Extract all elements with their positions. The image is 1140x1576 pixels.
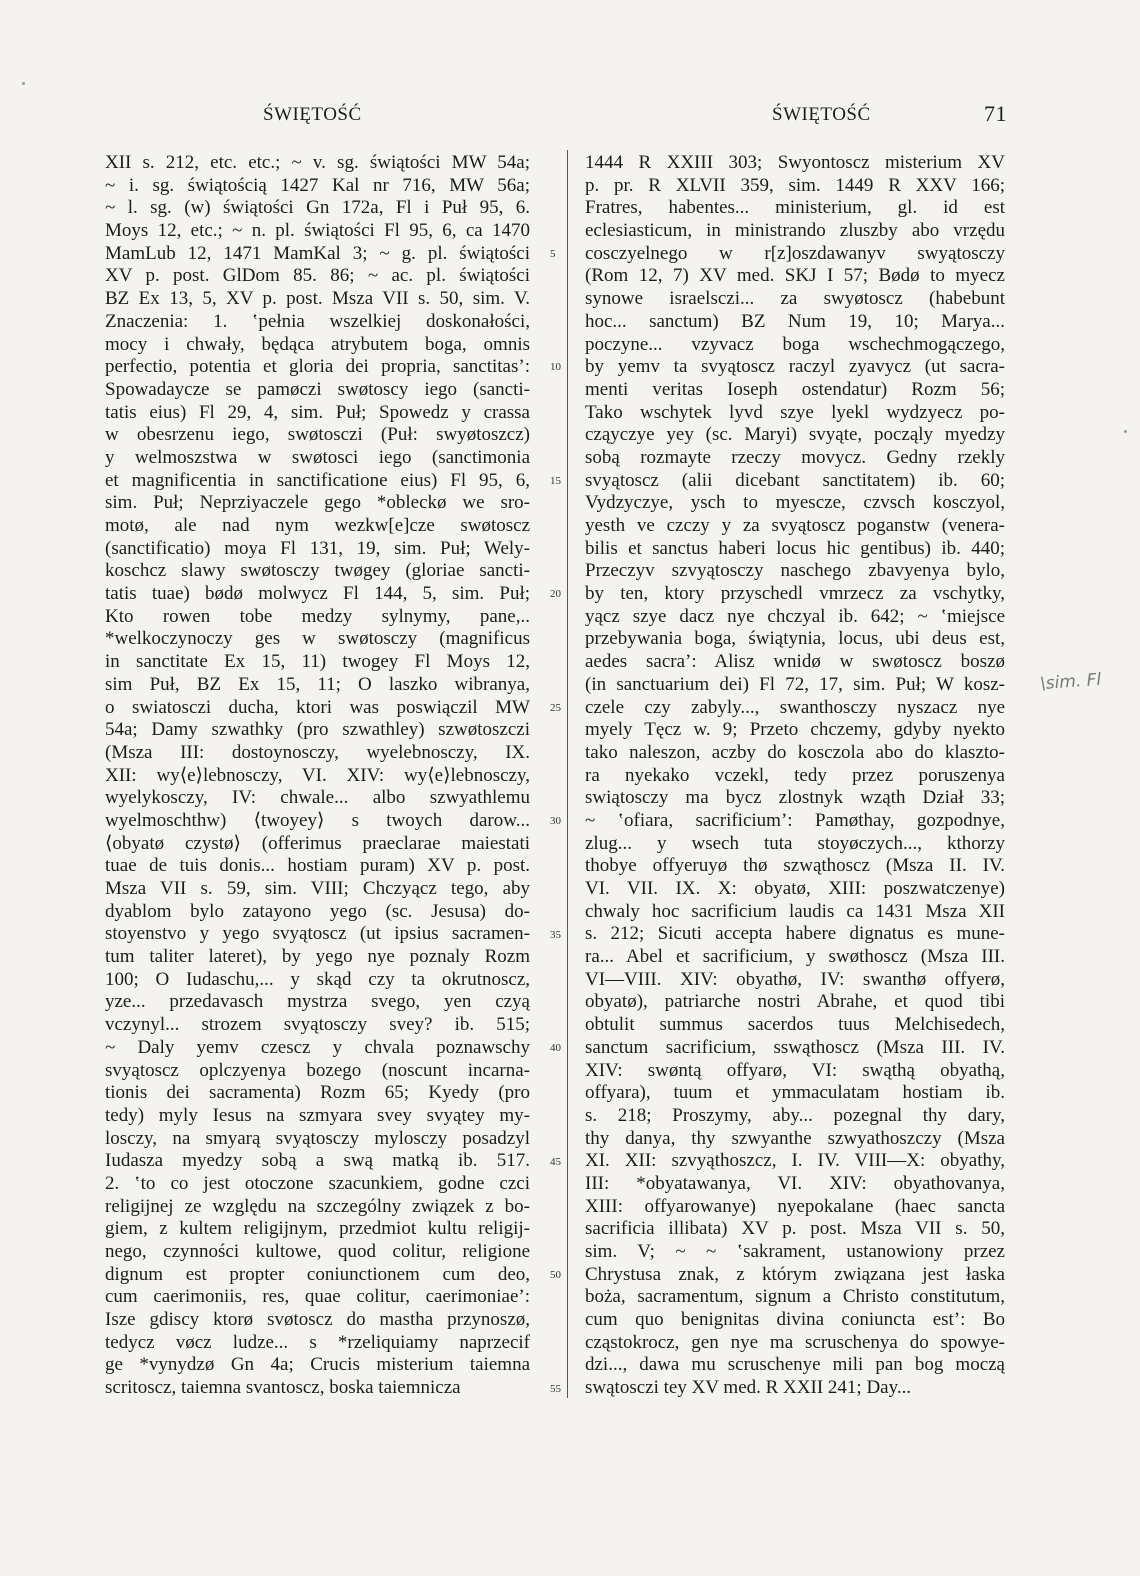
text-line: motø, ale nad nym wezkw[e]cze swøtoscz <box>105 515 530 536</box>
page-number: 71 <box>984 101 1007 126</box>
text-line: sim. V; ~ ~ ʽsakrament, ustanowiony przez <box>585 1241 1005 1262</box>
text-line: Vydzyczye, ysch to myescze, czvsch kosczyol, <box>585 492 1005 514</box>
text-line: dyablom bylo zatayono yego (sc. Jesusa) do- <box>105 900 530 922</box>
line-number: 50 <box>550 1269 561 1282</box>
text-line: cząstokrocz, gen nye ma scruschenya do spowye- <box>585 1331 1005 1353</box>
text-line: cosczyelnego w r[z]oszdawanyv swyątosczy <box>585 242 1005 264</box>
text-line: 54a; Damy szwathky (pro szwathley) szwøtoszczi <box>105 719 530 741</box>
text-line: by yemv ta svyątoscz raczyl zyavycz (ut sacra- <box>585 356 1005 378</box>
text-line: XII s. 212, etc. etc.; ~ v. sg. świątości MW 54a; <box>105 152 530 173</box>
text-line: (in sanctuarium dei) Fl 72, 17, sim. Puł; W kosz- <box>585 673 1005 695</box>
text-line: XIV: swøntą offyarø, VI: swąthą obyathą, <box>585 1059 1005 1081</box>
text-line: hoc... sanctum) BZ Num 19, 10; Marya... <box>585 310 1005 332</box>
text-line: chwaly hoc sacrificium laudis ca 1431 Msza XII <box>585 900 1005 922</box>
text-line: Iudasza myedzy sobą a swą matką ib. 517. <box>105 1150 530 1172</box>
line-number: 10 <box>550 361 561 374</box>
text-line: tionis dei sacramenta) Rozm 65; Kyedy (pro <box>105 1082 530 1104</box>
text-line: p. pr. R XLVII 359, sim. 1449 R XXV 166; <box>585 174 1005 196</box>
text-line: yesth ve czczy y za svyątoscz poganstw (venera- <box>585 515 1005 536</box>
text-line: tedycz vøcz ludze... s *rzeliquiamy naprzecif <box>105 1331 530 1353</box>
line-number: 30 <box>550 815 561 828</box>
text-line: religijnej ze względu na szczególny związek z bo- <box>105 1195 530 1217</box>
left-column <box>105 152 530 1400</box>
text-line: tako naleszon, aczby do kosczola abo do klaszto- <box>585 741 1005 763</box>
running-head-left: ŚWIĘTOŚĆ <box>263 104 362 125</box>
text-line: XI. XII: szvyąthoszcz, I. IV. VIII—X: obyathy, <box>585 1150 1005 1172</box>
text-line: XII: wy⟨e⟩lebnosczy, VI. XIV: wy⟨e⟩lebnosczy, <box>105 764 530 786</box>
text-line: synowe israelsczi... za swyøtoscz (habebunt <box>585 288 1005 310</box>
text-line: losczy, na smyarą svyątosczy mylosczy posadzyl <box>105 1127 530 1149</box>
line-number: 20 <box>550 588 561 601</box>
text-line: *welkoczynoczy ges w swøtosczy (magnificus <box>105 628 530 650</box>
text-line: XIII: offyarowanye) nyepokalane (haec sancta <box>585 1195 1005 1217</box>
text-line: 100; O Iudaschu,... y skąd czy ta okrutnoscz, <box>105 968 530 990</box>
text-line: nego, czynności kultowe, quod colitur, religione <box>105 1241 530 1262</box>
text-line: VI—VIII. XIV: obyathø, IV: swanthø offyerø, <box>585 968 1005 990</box>
text-line: stoyenstvo y yego svyątoscz (ut ipsius sacramen- <box>105 923 530 945</box>
text-line: svyątoscz (alii dicebant sanctitatem) ib. 60; <box>585 469 1005 491</box>
text-line: poczyne... vzyvacz boga wschechmogączego, <box>585 333 1005 355</box>
text-line: aedes sacra’: Alisz wnidø w swøtoscz boszø <box>585 651 1005 673</box>
line-number: 5 <box>550 247 556 260</box>
text-line: (sanctificatio) moya Fl 131, 19, sim. Puł; Wely- <box>105 537 530 559</box>
text-line: ~ Daly yemv czescz y chvala poznawschy <box>105 1036 530 1058</box>
text-line: sobą rozmayte rzeczy movycz. Gedny rzekly <box>585 446 1005 468</box>
text-line: cum quo benignitas divina coniuncta est’: Bo <box>585 1309 1005 1331</box>
text-line: perfectio, potentia et gloria dei propria, sanctitas’: <box>105 356 530 378</box>
text-line: tum taliter lateret), by yego nye poznaly Rozm <box>105 946 530 968</box>
text-line: Spowadaycze se pamøczi swøtoscy iego (sancti- <box>105 378 530 400</box>
text-line: w obesrzenu iego, swøtosczi (Puł: swyøtoszcz) <box>105 424 530 446</box>
text-line: Tako wschytek lyvd szye lyekl wydzyecz po- <box>585 401 1005 423</box>
text-line: sanctum sacrificium, sswąthoscz (Msza III. IV. <box>585 1036 1005 1058</box>
text-line: ~ i. sg. świątością 1427 Kal nr 716, MW 56a; <box>105 174 530 196</box>
text-line: (Msza III: dostoynosczy, wyelebnosczy, IX. <box>105 741 530 763</box>
text-line: mocy i chwały, będąca atrybutem boga, omnis <box>105 333 530 355</box>
text-line: Moys 12, etc.; ~ n. pl. świątości Fl 95, 6, ca 1470 <box>105 220 530 242</box>
text-line: ~ ʽofiara, sacrificium’: Pamøthay, gozpodnye, <box>585 809 1005 831</box>
speck <box>22 82 25 85</box>
right-column <box>585 152 1005 1400</box>
text-line: swątosczi tey XV med. R XXII 241; Day... <box>585 1377 912 1399</box>
column-divider <box>567 150 568 1398</box>
handwritten-margin-note: \sim. Fl <box>1039 669 1102 695</box>
text-line: menti veritas Ioseph ostendatur) Rozm 56; <box>585 378 1005 400</box>
line-number: 55 <box>550 1382 561 1395</box>
text-line: ra nyekako vczekl, tedy przez poruszenya <box>585 764 1005 786</box>
text-line: thy danya, thy szwyanthe szwyathoszczy (Msza <box>585 1127 1005 1149</box>
line-number: 15 <box>550 474 561 487</box>
text-line: Msza VII s. 59, sim. VIII; Chczyącz tego, aby <box>105 878 530 899</box>
text-line: by ten, ktory przyschedl vmrzecz za vschytky, <box>585 583 1005 605</box>
text-line: Kto rowen tobe medzy sylnymy, pane,.. <box>105 605 530 627</box>
text-line: s. 212; Sicuti accepta habere dignatus es mune- <box>585 923 1005 945</box>
text-line: 1444 R XXIII 303; Swyontoscz misterium XV <box>585 152 1005 173</box>
text-line: scritoscz, taiemna svantoscz, boska taiemnicza <box>105 1377 461 1399</box>
text-line: Przeczyv szvyątosczy naschego zbavyenya bylo, <box>585 560 1005 582</box>
text-line: ra... Abel et sacrificium, y swøthoscz (Msza III. <box>585 946 1005 968</box>
text-line: ge *vynydzø Gn 4a; Crucis misterium taiemna <box>105 1354 530 1376</box>
text-line: koschcz slawy swøtosczy twøgey (gloriae sancti- <box>105 560 530 582</box>
text-line: cum caerimoniis, res, quae colitur, caerimoniae’: <box>105 1286 530 1308</box>
text-line: swiątosczy ma bycz zlostnyk wząth Dział 33; <box>585 787 1005 809</box>
text-line: bilis et sanctus haberi locus hic gentibus) ib. 440; <box>585 537 1005 559</box>
text-line: obyatø), patriarche nostri Abrahe, et quod tibi <box>585 991 1005 1013</box>
line-number: 25 <box>550 701 561 714</box>
text-line: svyątoscz oplczyenya bozego (noscunt incarna- <box>105 1059 530 1081</box>
text-line: zlug... y wsech tuta stoyøczych..., kthorzy <box>585 832 1005 854</box>
line-number: 45 <box>550 1155 561 1168</box>
text-line: sim Puł, BZ Ex 15, 11; O laszko wibranya, <box>105 673 530 695</box>
text-line: myely Tęcz w. 9; Przeto chczemy, gdyby nyekto <box>585 719 1005 741</box>
text-line: cząyczye yey (sc. Maryi) svyąte, począly myedzy <box>585 424 1005 446</box>
text-line: s. 218; Proszymy, aby... pozegnal thy dary, <box>585 1104 1005 1126</box>
text-line: III: *obyatawanya, VI. XIV: obyathovanya, <box>585 1172 1005 1194</box>
text-line: ⟨obyatø czystø⟩ (offerimus praeclarae maiestati <box>105 832 530 854</box>
text-line: wyelykosczy, IV: chwale... albo szwyathlemu <box>105 787 530 809</box>
text-line: offyara), tuum et ymmaculatam hostiam ib. <box>585 1082 1005 1104</box>
text-line: (Rom 12, 7) XV med. SKJ I 57; Bødø to myecz <box>585 265 1005 287</box>
text-line: przebywania boga, świątynia, locus, ubi deus est, <box>585 628 1005 650</box>
text-line: yze... przedavasch mystrza svego, yen czyą <box>105 991 530 1013</box>
text-line: eclesiasticum, in ministrando zluszby abo vrzędu <box>585 220 1005 242</box>
text-line: obtulit summus sacerdos tuus Melchisedech, <box>585 1014 1005 1036</box>
text-line: tedy) myly Iesus na szmyara svey svyątey my- <box>105 1104 530 1126</box>
speck <box>1124 430 1127 433</box>
text-line: giem, z kultem religijnym, przedmiot kultu religij- <box>105 1218 530 1240</box>
text-line: Chrystusa znak, z którym związana jest łaska <box>585 1263 1005 1285</box>
text-line: czele czy zabyly..., swanthosczy nyszacz nye <box>585 696 1005 718</box>
text-line: tatis eius) Fl 29, 4, sim. Puł; Spowedz y crassa <box>105 401 530 423</box>
text-line: thobye offyeruyø thø szwąthoscz (Msza II. IV. <box>585 855 1005 877</box>
text-line: dzi..., dawa mu scruschenye mili pan bog moczą <box>585 1354 1005 1376</box>
text-line: o swiatosczi ducha, ktori was poswiączil MW <box>105 696 530 718</box>
text-line: sim. Puł; Neprziyaczele gego *obleckø we sro- <box>105 492 530 514</box>
text-line: boża, sacramentum, signum a Christo constitutum, <box>585 1286 1005 1308</box>
text-line: Znaczenia: 1. ʽpełnia wszelkiej doskonałości, <box>105 310 530 332</box>
text-line: yącz szye dacz nye chczyal ib. 642; ~ ʽmiejsce <box>585 605 1005 627</box>
text-line: wyelmoschthw) ⟨twoyey⟩ s twoych darow... <box>105 809 530 831</box>
text-line: dignum est propter coniunctionem cum deo, <box>105 1263 530 1285</box>
text-line: MamLub 12, 1471 MamKal 3; ~ g. pl. świątości <box>105 242 530 264</box>
running-head-right: ŚWIĘTOŚĆ <box>772 104 871 125</box>
text-line: XV p. post. GlDom 85. 86; ~ ac. pl. świątości <box>105 265 530 287</box>
text-line: et magnificentia in sanctificatione eius) Fl 95, 6, <box>105 469 530 491</box>
text-line: tatis tuae) bødø molwycz Fl 144, 5, sim. Puł; <box>105 583 530 605</box>
text-line: Isze gdiscy ktorø svøtoscz do mastha przynoszø, <box>105 1309 530 1331</box>
text-line: BZ Ex 13, 5, XV p. post. Msza VII s. 50, sim. V. <box>105 288 530 310</box>
text-line: Fratres, habentes... ministerium, gl. id est <box>585 197 1005 219</box>
line-number: 40 <box>550 1042 561 1055</box>
text-line: vczynyl... strozem svyątosczy svey? ib. 515; <box>105 1014 530 1036</box>
text-line: y welmoszstwa w swøtosci iego (sanctimonia <box>105 446 530 468</box>
text-line: 2. ʽto co jest otoczone szacunkiem, godne czci <box>105 1172 530 1194</box>
text-line: ~ l. sg. (w) świątości Gn 172a, Fl i Puł 95, 6. <box>105 197 530 219</box>
text-line: VI. VII. IX. X: obyatø, XIII: poszwatczenye) <box>585 878 1005 899</box>
text-line: tuae de tuis donis... hostiam puram) XV p. post. <box>105 855 530 877</box>
text-line: in sanctitate Ex 15, 11) twogey Fl Moys 12, <box>105 651 530 673</box>
text-line: sacrificia illibata) XV p. post. Msza VII s. 50, <box>585 1218 1005 1240</box>
line-number: 35 <box>550 928 561 941</box>
